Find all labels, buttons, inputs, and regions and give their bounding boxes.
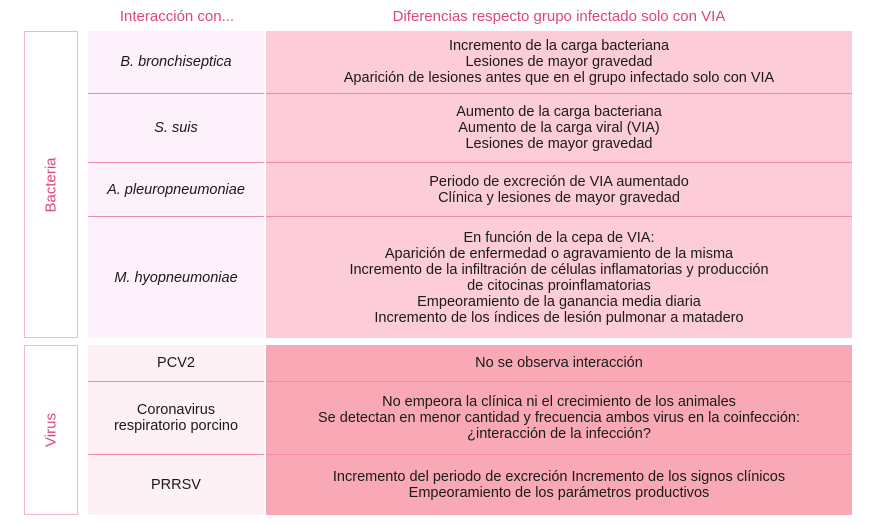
group-label-virus-text: Virus — [42, 413, 60, 447]
row-divider — [88, 93, 264, 94]
row-divider — [266, 93, 852, 94]
group-label-bacteria — [24, 31, 78, 338]
row-divider — [88, 454, 264, 455]
agent-cell: S. suis — [88, 94, 264, 162]
row-divider — [266, 216, 852, 217]
row-divider — [88, 381, 264, 382]
group-label-bacteria-text: Bacteria — [42, 156, 60, 213]
effects-cell: No empeora la clínica ni el crecimiento de los animales Se detectan en menor cantidad y frecuencia ambos virus en la coinfección: ¿interacción de la infección? — [266, 382, 852, 454]
row-divider — [88, 216, 264, 217]
row-divider — [266, 381, 852, 382]
column-header-differences: Diferencias respecto grupo infectado solo con VIA — [392, 8, 726, 25]
agent-cell: A. pleuropneumoniae — [88, 163, 264, 216]
row-divider — [266, 454, 852, 455]
agent-cell: PCV2 — [88, 345, 264, 381]
column-header-interaction: Interacción con... — [119, 8, 235, 25]
agent-cell: M. hyopneumoniae — [88, 217, 264, 338]
effects-cell: No se observa interacción — [266, 345, 852, 381]
row-divider — [88, 162, 264, 163]
agent-cell: PRRSV — [88, 455, 264, 515]
agent-cell: Coronavirus respiratorio porcino — [88, 382, 264, 454]
effects-cell: En función de la cepa de VIA: Aparición de enfermedad o agravamiento de la misma Incremento de la infiltración de células inflamatorias y producción de citocinas proinflamatorias Empeoramiento de la ganancia media diaria Incremento de los índices de lesión pulmonar a matadero — [266, 217, 852, 338]
effects-cell: Aumento de la carga bacteriana Aumento de la carga viral (VIA) Lesiones de mayor gravedad — [266, 94, 852, 162]
effects-cell: Incremento de la carga bacteriana Lesiones de mayor gravedad Aparición de lesiones antes que en el grupo infectado solo con VIA — [266, 31, 852, 93]
effects-cell: Incremento del periodo de excreción Incremento de los signos clínicos Empeoramiento de los parámetros productivos — [266, 455, 852, 515]
row-divider — [266, 162, 852, 163]
effects-cell: Periodo de excreción de VIA aumentado Clínica y lesiones de mayor gravedad — [266, 163, 852, 216]
group-label-virus — [24, 345, 78, 515]
agent-cell: B. bronchiseptica — [88, 31, 264, 93]
